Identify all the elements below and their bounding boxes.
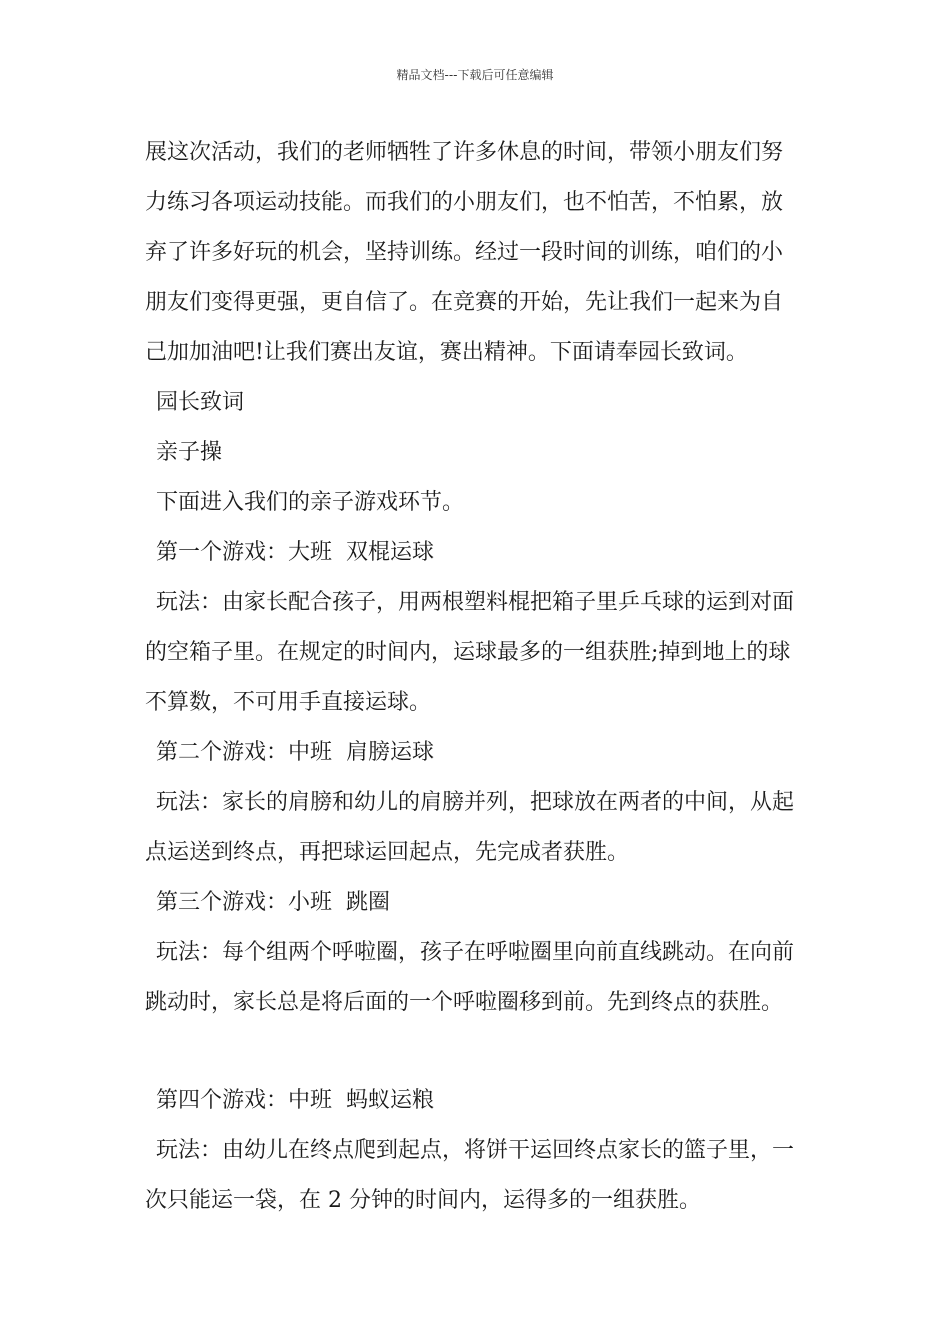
- body-line: 己加加油吧!让我们赛出友谊，赛出精神。下面请奉园长致词。: [145, 340, 748, 365]
- body-line: 展这次活动，我们的老师牺牲了许多休息的时间，带领小朋友们努: [145, 140, 784, 165]
- body-line: 玩法：由幼儿在终点爬到起点，将饼干运回终点家长的篮子里，一: [156, 1138, 795, 1163]
- section-heading: 园长致词: [156, 390, 245, 415]
- game-title: 第一个游戏：大班 双棍运球: [156, 540, 434, 565]
- body-line: 点运送到终点，再把球运回起点，先完成者获胜。: [145, 840, 630, 865]
- body-line: 玩法：家长的肩膀和幼儿的肩膀并列，把球放在两者的中间，从起: [156, 790, 795, 815]
- section-heading: 亲子操: [156, 440, 223, 465]
- body-line: 玩法：由家长配合孩子，用两根塑料棍把箱子里乒乓球的运到对面: [156, 590, 795, 615]
- body-line: 的空箱子里。在规定的时间内，运球最多的一组获胜;掉到地上的球: [145, 640, 791, 665]
- body-line: 不算数，不可用手直接运球。: [145, 690, 432, 715]
- body-line: 跳动时，家长总是将后面的一个呼啦圈移到前。先到终点的获胜。: [145, 990, 784, 1015]
- page-header: 精品文档---下载后可任意编辑: [396, 68, 554, 82]
- body-line: 力练习各项运动技能。而我们的小朋友们，也不怕苦，不怕累，放: [145, 190, 784, 215]
- body-line: 朋友们变得更强，更自信了。在竞赛的开始，先让我们一起来为自: [145, 290, 784, 315]
- game-title: 第四个游戏：中班 蚂蚁运粮: [156, 1088, 434, 1113]
- game-title: 第二个游戏：中班 肩膀运球: [156, 740, 434, 765]
- game-title: 第三个游戏：小班 跳圈: [156, 890, 390, 915]
- body-line: 玩法：每个组两个呼啦圈，孩子在呼啦圈里向前直线跳动。在向前: [156, 940, 795, 965]
- body-line: 次只能运一袋，在 2 分钟的时间内，运得多的一组获胜。: [145, 1188, 701, 1213]
- body-line: 下面进入我们的亲子游戏环节。: [156, 490, 465, 515]
- body-line: 弃了许多好玩的机会，坚持训练。经过一段时间的训练，咱们的小: [145, 240, 784, 265]
